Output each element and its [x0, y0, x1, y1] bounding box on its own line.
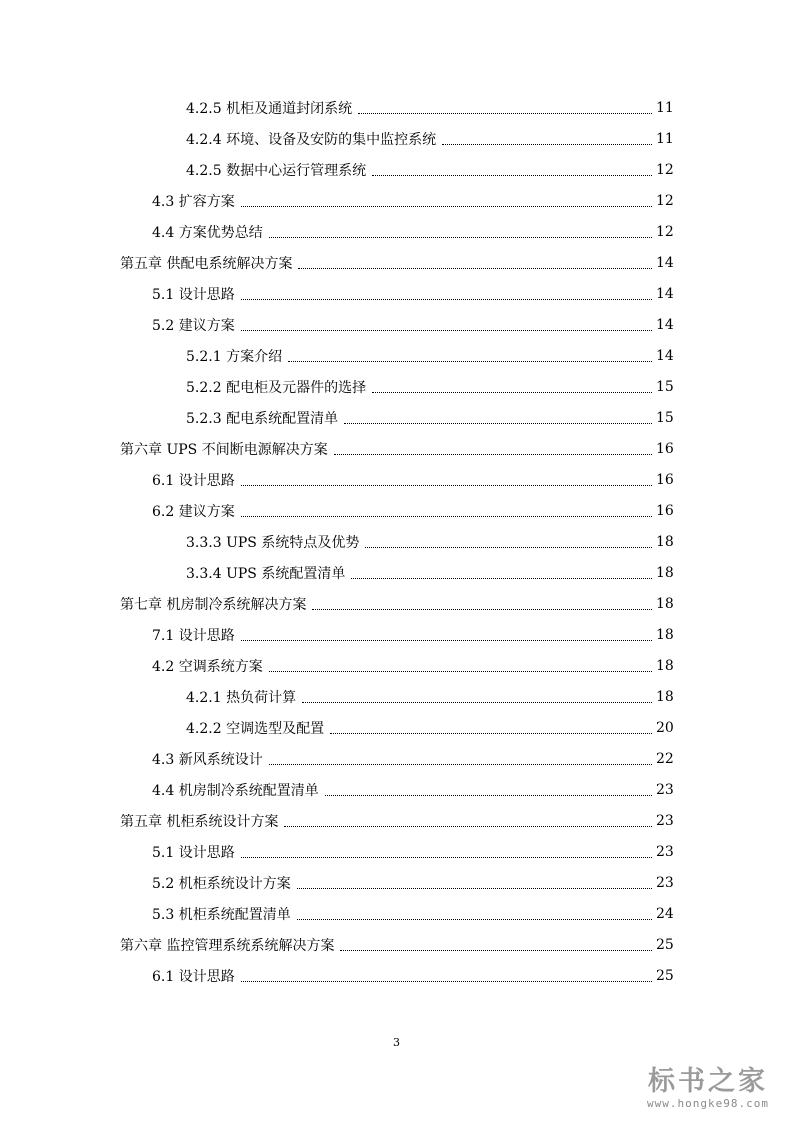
toc-entry-page: 23: [656, 813, 674, 829]
toc-entry-title: 4.2.5 数据中心运行管理系统: [186, 163, 367, 179]
toc-entry-title: 第五章 机柜系统设计方案: [120, 814, 279, 830]
toc-entry-page: 12: [656, 193, 674, 209]
dot-leader: [269, 763, 652, 765]
toc-entry[interactable]: [152, 654, 673, 678]
toc-entry[interactable]: [152, 468, 673, 492]
toc-entry-page: 16: [656, 441, 674, 457]
dot-leader: [284, 825, 652, 827]
toc-entry-title: 4.2.1 热负荷计算: [186, 690, 297, 706]
dot-leader: [325, 794, 652, 796]
toc-entry-title: 5.2.1 方案介绍: [186, 349, 283, 365]
dot-leader: [288, 360, 652, 362]
dot-leader: [340, 949, 652, 951]
toc-entry-page: 14: [656, 286, 674, 302]
toc-entry-title: 4.2.4 环境、设备及安防的集中监控系统: [186, 132, 437, 148]
toc-entry-page: 16: [656, 472, 674, 488]
toc-entry[interactable]: [186, 127, 673, 151]
dot-leader: [372, 174, 652, 176]
toc-entry-page: 25: [656, 968, 674, 984]
toc-entry-title: 6.1 设计思路: [152, 473, 235, 489]
dot-leader: [241, 639, 652, 641]
dot-leader: [241, 484, 652, 486]
dot-leader: [241, 980, 652, 982]
dot-leader: [241, 515, 652, 517]
watermark-logo: [633, 1067, 783, 1110]
dot-leader: [269, 236, 652, 238]
toc-entry-page: 18: [656, 565, 674, 581]
toc-entry-page: 14: [656, 317, 674, 333]
toc-entry-title: 4.3 新风系统设计: [152, 752, 263, 768]
dot-leader: [297, 887, 652, 889]
toc-entry-title: 3.3.3 UPS 系统特点及优势: [186, 535, 360, 551]
dot-leader: [241, 856, 652, 858]
toc-entry-title: 3.3.4 UPS 系统配置清单: [186, 566, 346, 582]
toc-entry-title: 7.1 设计思路: [152, 628, 235, 644]
dot-leader: [442, 143, 652, 145]
toc-entry[interactable]: [152, 623, 673, 647]
toc-entry-title: 5.2 建议方案: [152, 318, 235, 334]
toc-entry-page: 18: [656, 534, 674, 550]
toc-entry-page: 18: [656, 596, 674, 612]
toc-entry[interactable]: [152, 871, 673, 895]
toc-entry-title: 4.4 机房制冷系统配置清单: [152, 783, 319, 799]
toc-entry[interactable]: [186, 530, 673, 554]
toc-entry-page: 20: [656, 720, 674, 736]
dot-leader: [312, 608, 652, 610]
toc-entry[interactable]: [186, 344, 673, 368]
dot-leader: [344, 422, 652, 424]
toc-entry[interactable]: [120, 437, 673, 461]
dot-leader: [358, 112, 652, 114]
toc-entry-title: 5.2.2 配电柜及元器件的选择: [186, 380, 367, 396]
toc-entry-title: 第六章 UPS 不间断电源解决方案: [120, 442, 328, 458]
toc-entry-page: 16: [656, 503, 674, 519]
toc-entry[interactable]: [152, 313, 673, 337]
toc-entry-page: 14: [656, 255, 674, 271]
toc-entry[interactable]: [186, 561, 673, 585]
toc-entry[interactable]: [152, 840, 673, 864]
toc-entry-page: 22: [656, 751, 674, 767]
toc-entry-title: 4.2.5 机柜及通道封闭系统: [186, 101, 353, 117]
toc-entry-title: 6.2 建议方案: [152, 504, 235, 520]
toc-entry[interactable]: [186, 406, 673, 430]
dot-leader: [269, 670, 652, 672]
toc-entry[interactable]: [152, 499, 673, 523]
toc-entry-title: 5.1 设计思路: [152, 287, 235, 303]
page-number: 3: [393, 1036, 400, 1049]
toc-entry[interactable]: [186, 375, 673, 399]
toc-entry-page: 15: [656, 410, 674, 426]
toc-entry-title: 4.3 扩容方案: [152, 194, 235, 210]
toc-entry[interactable]: [152, 778, 673, 802]
watermark-title: 标书之家: [648, 1066, 768, 1097]
dot-leader: [241, 205, 652, 207]
toc-entry-page: 18: [656, 627, 674, 643]
toc-entry-title: 第六章 监控管理系统系统解决方案: [120, 938, 335, 954]
toc-entry-title: 5.1 设计思路: [152, 845, 235, 861]
toc-entry-page: 12: [656, 162, 674, 178]
toc-entry[interactable]: [120, 809, 673, 833]
toc-entry-page: 23: [656, 782, 674, 798]
toc-entry-title: 5.3 机柜系统配置清单: [152, 907, 291, 923]
toc-entry-title: 第五章 供配电系统解决方案: [120, 256, 293, 272]
toc-entry-title: 4.2 空调系统方案: [152, 659, 263, 675]
dot-leader: [241, 298, 652, 300]
toc-entry-page: 12: [656, 224, 674, 240]
toc-entry-title: 4.4 方案优势总结: [152, 225, 263, 241]
dot-leader: [365, 546, 652, 548]
toc-entry-title: 6.1 设计思路: [152, 969, 235, 985]
toc-entry-title: 5.2.3 配电系统配置清单: [186, 411, 339, 427]
toc-entry-page: 15: [656, 379, 674, 395]
dot-leader: [351, 577, 652, 579]
watermark-url: www.hongke98.com: [647, 1097, 769, 1110]
toc-entry-page: 11: [656, 131, 674, 147]
toc-entry-page: 24: [656, 906, 674, 922]
toc-entry-page: 25: [656, 937, 674, 953]
dot-leader: [298, 267, 652, 269]
toc-entry-title: 4.2.2 空调选型及配置: [186, 721, 325, 737]
toc-entry[interactable]: [152, 902, 673, 926]
toc-entry-title: 5.2 机柜系统设计方案: [152, 876, 291, 892]
dot-leader: [297, 918, 652, 920]
toc-entry[interactable]: [186, 158, 673, 182]
dot-leader: [330, 732, 652, 734]
toc-entry-page: 11: [656, 100, 674, 116]
toc-entry[interactable]: [120, 251, 673, 275]
toc-entry-page: 18: [656, 658, 674, 674]
toc-entry-title: 第七章 机房制冷系统解决方案: [120, 597, 307, 613]
dot-leader: [302, 701, 652, 703]
toc-entry-page: 14: [656, 348, 674, 364]
dot-leader: [372, 391, 652, 393]
toc-entry[interactable]: [152, 964, 673, 988]
toc-entry[interactable]: [186, 685, 673, 709]
toc-entry[interactable]: [152, 282, 673, 306]
toc-entry-page: 18: [656, 689, 674, 705]
toc-entry[interactable]: [120, 933, 673, 957]
toc-entry[interactable]: [152, 747, 673, 771]
toc-entry[interactable]: [120, 592, 673, 616]
toc-entry[interactable]: [186, 716, 673, 740]
dot-leader: [241, 329, 652, 331]
dot-leader: [334, 453, 652, 455]
toc-entry[interactable]: [186, 96, 673, 120]
toc-entry-page: 23: [656, 875, 674, 891]
toc-entry[interactable]: [152, 220, 673, 244]
toc-entry-page: 23: [656, 844, 674, 860]
toc-entry[interactable]: [152, 189, 673, 213]
